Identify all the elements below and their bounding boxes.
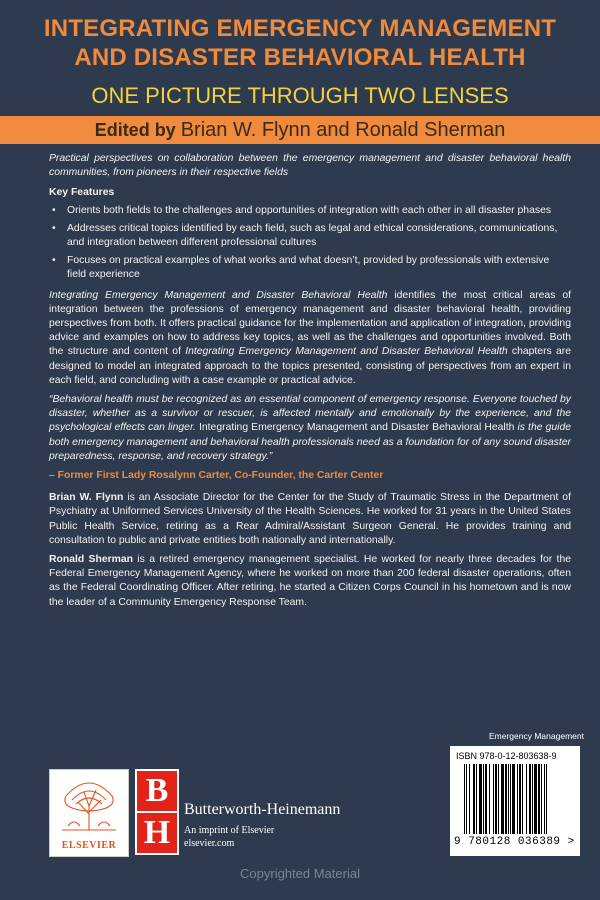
publisher-imprint: An imprint of Elsevier [184, 825, 275, 836]
description-book-title: Integrating Emergency Management and Disaster Behavioral Health [49, 289, 388, 301]
isbn-number: 9 780128 036389 > [454, 836, 575, 848]
intro-text: Practical perspectives on collaboration between the emergency management and disaster behavioral health communities, from pioneers in their respective fields [49, 153, 571, 179]
description-text-2: chapters are designed to model an integrated approach to the topics presented, consisting of perspectives from an expert in each field, and concluding with a case example or practical advice. [49, 346, 572, 386]
quote-book-title: Integrating Emergency Management and Disaster Behavioral Health [199, 422, 515, 434]
editors-band [0, 116, 600, 144]
book-subtitle: ONE PICTURE THROUGH TWO LENSES [91, 83, 509, 108]
edited-by-label: Edited by [94, 120, 176, 140]
bh-logo-b: B [137, 771, 177, 811]
author-bio-text: is an Associate Director for the Center for the Study of Traumatic Stress in the Department of Psychiatry at Uniformed Services University of the Health Sciences. He worked for 31 years in the United States Public Health Service, retiring as a Rear Admiral/Assistant Surgeon General. He provides training and consultation to public and private entities both nationally and internationally. [49, 492, 571, 546]
key-features-heading: Key Features [49, 187, 115, 199]
description-paragraph [49, 289, 571, 388]
category-label: Emergency Management [489, 731, 584, 741]
bh-logo-h: H [137, 813, 177, 853]
author-name: Ronald Sherman [49, 554, 134, 566]
barcode-bars [464, 764, 572, 834]
description-text-1: identifies the most critical areas of integration between the professions of emergency management and disaster behavioral health, providing perspectives from both. It offers practical guidance for the implementation and application of integration, providing advice and examples on how to address key topics, as well as the challenges and opportunities involved. Both the structure and content of [49, 289, 571, 358]
key-feature-item: • Focuses on practical examples of what works and what doesn’t, provided by professionals with extensive field experience [49, 254, 571, 282]
elsevier-logo [49, 769, 129, 857]
publisher-name: Butterworth-Heinemann [184, 801, 341, 818]
book-title [0, 14, 600, 72]
publisher-url: elsevier.com [184, 838, 235, 849]
author-name: Brian W. Flynn [49, 492, 124, 504]
cover-text [49, 152, 571, 615]
key-feature-item: • Orients both fields to the challenges and opportunities of integration with each other in all disaster phases [49, 204, 571, 218]
elsevier-tree-icon [58, 774, 120, 832]
author-bio-text: is a retired emergency management specialist. He worked for nearly three decades for the Federal Emergency Management Agency, where he worked on more than 200 federal disaster operations, often as the Federal Coordinating Officer. After retiring, he started a Citizen Corps Council in his hometown and is now the leader of a Community Emergency Response Team. [49, 554, 571, 608]
bh-logo [135, 769, 179, 855]
quote-attribution: – Former First Lady Rosalynn Carter, Co-Founder, the Carter Center [49, 470, 384, 482]
endorsement-quote [49, 393, 571, 464]
publisher-info [184, 801, 340, 849]
elsevier-wordmark: ELSEVIER [61, 840, 117, 851]
key-features-list [49, 204, 571, 283]
key-feature-item: • Addresses critical topics identified by each field, such as legal and ethical considerations, communications, and integration between different professional cultures [49, 222, 571, 250]
title-line-2: AND DISASTER BEHAVIORAL HEALTH [74, 44, 526, 71]
isbn-label: ISBN 978-0-12-803638-9 [456, 751, 557, 761]
editor-names: Brian W. Flynn and Ronald Sherman [180, 119, 506, 141]
author-bio [49, 553, 571, 610]
title-line-1: INTEGRATING EMERGENCY MANAGEMENT [43, 15, 557, 42]
quote-text-2: is the guide both emergency management and behavioral health professionals need as a foundation for of any sound disaster preparedness, response, and recovery strategy.” [49, 422, 572, 462]
author-bio [49, 491, 571, 548]
copyright-watermark: Copyrighted Material [240, 866, 360, 881]
description-book-title-2: Integrating Emergency Management and Disaster Behavioral Health [185, 346, 508, 358]
isbn-barcode [450, 746, 580, 856]
quote-text-1: “Behavioral health must be recognized as an essential component of emergency response. Everyone touched by disaster, whether as a survivor or rescuer, is affected mentally and emotionally by the experience, and the psychological effects can linger. [49, 394, 571, 434]
